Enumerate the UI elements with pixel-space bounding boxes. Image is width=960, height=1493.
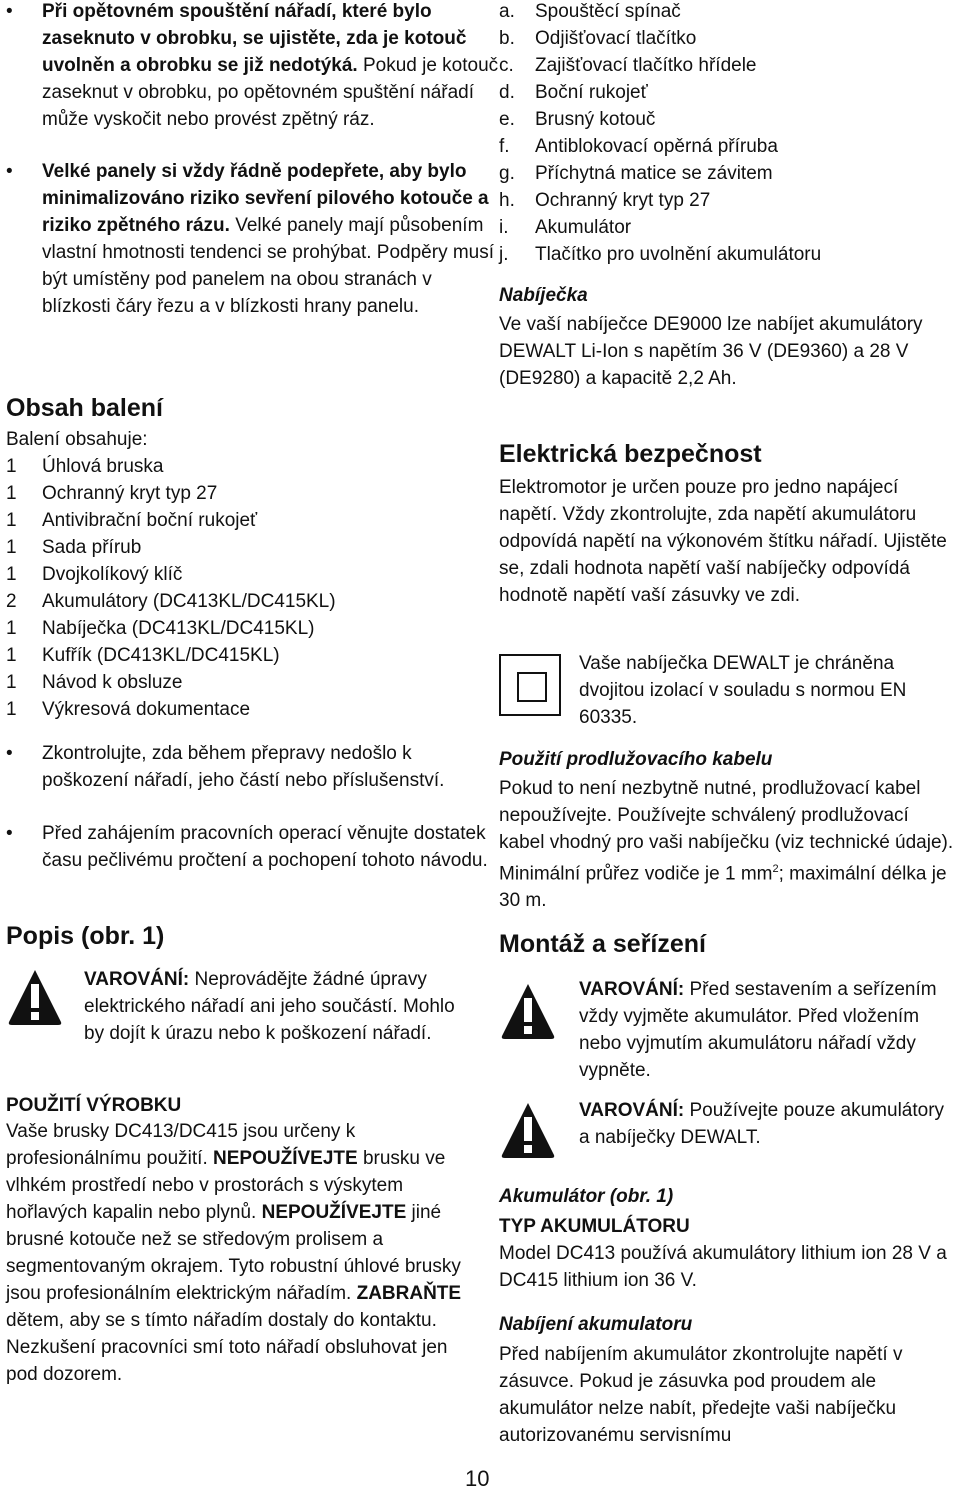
usage-heading: POUŽITÍ VÝROBKU [6,1095,182,1116]
charger-text: Ve vaší nabíječce DE9000 lze nabíjet akumulátory DEWALT Li-Ion s napětím 36 V (DE9360) a 28 V (DE9280) a kapacitě 2,2 Ah. [499,314,923,389]
warning-text-1: VAROVÁNÍ: Před sestavením a seřízením vždy vyjměte akumulátor. Před vložením nebo vyjmutím akumulátoru nářadí vždy vypněte. [579,979,937,1081]
contents-item [6,588,464,615]
parts-list-text: Příchytná matice se závitem [535,163,773,184]
usage-text-run: jiné brusné kotouče než se středovým prolisem a segmentovaným okrajem. Tyto robustní úhlové brusky jsou profesionálním elektrickým nářadím. [6,1202,461,1304]
parts-list-item [499,133,957,160]
contents-item-qty: 1 [6,537,17,558]
bullet-restart-bold: Při opětovném spouštění nářadí, které bylo zaseknuto v obrobku, se ujistěte, zda je kotouč uvolněn a obrobku se již nedotýká. [42,1,467,76]
parts-list-letter: f. [499,136,510,157]
nabijeni-heading: Nabíjení akumulatoru [499,1314,693,1335]
parts-list-item [499,241,957,268]
mont-heading: Montáž a seřízení [499,930,706,958]
double-insulation-text: Vaše nabíječka DEWALT je chráněna dvojitou izolací v souladu s normou EN 60335. [579,653,907,728]
contents-item-text: Výkresová dokumentace [42,699,251,720]
bullet-panels: • Velké panely si vždy řádně podepřete, aby bylo minimalizováno riziko sevření pilového kotouče a riziko zpětného rázu. Velké panely mají působením vlastní hmotnosti tendenci se prohýbat. Podpěry musí být umístěny pod panelem na obou stranách v blízkosti čáry řezu a v blízkosti hrany panelu. [6,161,495,317]
contents-item-qty: 1 [6,645,17,666]
usage-text-run: ZABRAŇTE [356,1283,462,1304]
parts-list-text: Brusný kotouč [535,109,656,130]
parts-list-item [499,214,957,241]
elec-text: Elektromotor je určen pouze pro jedno napájecí napětí. Vždy zkontrolujte, zda napětí akumulátoru odpovídá napětí na výkonovém štítku nářadí. Ujistěte se, zdali hodnota napětí vaší nabíječky odpovídá hodnotě napětí vaší zásuvky ve zdi. [499,477,947,606]
bullet-panels-bold: Velké panely si vždy řádně podepřete, aby bylo minimalizováno riziko sevření pilového kotouče a riziko zpětného rázu. [42,161,489,236]
contents-item-text: Akumulátory (DC413KL/DC415KL) [42,591,336,612]
bullet-panels-text: Velké panely mají působením vlastní hmotnosti tendenci se prohýbat. Podpěry musí být umístěny pod panelem na obou stranách v blízkosti čáry řezu a v blízkosti hrany panelu. [42,215,495,317]
parts-list-letter: e. [499,109,515,130]
contents-item-text: Úhlová bruska [42,456,164,477]
bullet-transport-text: Zkontrolujte, zda během přepravy nedošlo k poškození nářadí, jeho částí nebo příslušenství. [42,743,445,791]
warning-body: Neprovádějte žádné úpravy elektrického nářadí ani jeho součástí. Mohlo by dojít k úrazu nebo k poškození nářadí. [84,969,455,1044]
contents-item-qty: 1 [6,564,17,585]
contents-list [6,453,464,723]
double-insulation-block [499,650,957,730]
usage-text-run: Vaše brusky DC413/DC415 jsou určeny k profesionálnímu použití. [6,1121,356,1169]
parts-list [499,0,957,268]
parts-list-item [499,52,957,79]
warning-label: VAROVÁNÍ: [84,969,190,990]
bullet-read-manual: • Před zahájením pracovních operací věnujte dostatek času pečlivému pročtení a pochopení tohoto návodu. [6,823,488,871]
contents-item [6,642,464,669]
contents-item-text: Ochranný kryt typ 27 [42,483,218,504]
parts-list-text: Antiblokovací opěrná příruba [535,136,778,157]
warning-text [84,966,464,1047]
warning-triangle-icon [499,1099,557,1161]
parts-list-text: Ochranný kryt typ 27 [535,190,711,211]
contents-item [6,696,464,723]
parts-list-item [499,106,957,133]
parts-list-text: Odjišťovací tlačítko [535,28,697,49]
bullet-read-manual-text: Před zahájením pracovních operací věnujte dostatek času pečlivému pročtení a pochopení tohoto návodu. [42,823,488,871]
charger-heading: Nabíječka [499,285,588,306]
contents-item-qty: 1 [6,456,17,477]
parts-list-letter: d. [499,82,515,103]
double-insulation-icon [499,654,561,716]
parts-list-letter: h. [499,190,515,211]
parts-list-text: Akumulátor [535,217,632,238]
parts-list-text: Boční rukojeť [535,82,648,103]
parts-list-letter: g. [499,163,515,184]
usage-text-run: NEPOUŽÍVEJTE [261,1202,407,1223]
contents-item [6,615,464,642]
usage-text-run: NEPOUŽÍVEJTE [213,1148,358,1169]
contents-item [6,453,464,480]
bullet-restart-text: Pokud je kotouč zaseknut v obrobku, po opětovném spuštění nářadí může vyskočit nebo provést zpětný ráz. [42,55,499,130]
akum-heading: Akumulátor (obr. 1) [499,1186,674,1207]
warning-block-2 [499,1097,957,1167]
contents-item-text: Návod k obsluze [42,672,183,693]
parts-list-item [499,160,957,187]
warning-block [6,966,464,1076]
contents-item-qty: 1 [6,483,17,504]
contents-item-text: Dvojkolíkový klíč [42,564,183,585]
parts-list-letter: c. [499,55,514,76]
parts-list-item [499,79,957,106]
warning-triangle-icon [6,966,64,1028]
contents-item [6,669,464,696]
elec-heading: Elektrická bezpečnost [499,440,762,468]
popis-heading: Popis (obr. 1) [6,922,165,950]
contents-item-text: Nabíječka (DC413KL/DC415KL) [42,618,315,639]
contents-item-text: Antivibrační boční rukojeť [42,510,258,531]
parts-list-text: Zajišťovací tlačítko hřídele [535,55,757,76]
contents-item-qty: 2 [6,591,17,612]
parts-list-letter: j. [499,244,509,265]
contents-item-qty: 1 [6,618,17,639]
contents-item-qty: 1 [6,510,17,531]
contents-item [6,480,464,507]
parts-list-item [499,0,957,25]
parts-list-letter: i. [499,217,509,238]
bullet-restart: • Při opětovném spouštění nářadí, které bylo zaseknuto v obrobku, se ujistěte, zda je kotouč uvolněn a obrobku se již nedotýká. Pokud je kotouč zaseknut v obrobku, po opětovném spuštění nářadí může vyskočit nebo provést zpětný ráz. [6,1,499,130]
contents-item [6,534,464,561]
warning-text-2: VAROVÁNÍ: Používejte pouze akumulátory a nabíječky DEWALT. [579,1100,945,1148]
parts-list-text: Tlačítko pro uvolnění akumulátoru [535,244,822,265]
contents-item-text: Sada přírub [42,537,142,558]
parts-list-letter: b. [499,28,515,49]
usage-text-run: dětem, aby se s tímto nářadím dostaly do kontaktu. Nezkušení pracovníci smí toto nářadí obsluhovat jen pod dozorem. [6,1310,448,1385]
contents-intro: Balení obsahuje: [6,429,148,450]
contents-item-text: Kufřík (DC413KL/DC415KL) [42,645,280,666]
warning-triangle-icon [499,980,557,1042]
contents-item [6,507,464,534]
ext-text: Pokud to není nezbytně nutné, prodlužovací kabel nepoužívejte. Používejte schválený prodlužovací kabel vhodný pro vaši nabíječku (viz technické údaje). Minimální průřez vodiče je 1 $mm^2$; maximální délka je 30 m. [499,778,954,912]
contents-item-qty: 1 [6,699,17,720]
akum-type-heading: TYP AKUMULÁTORU [499,1216,690,1237]
nabijeni-text: Před nabíjením akumulátor zkontrolujte napětí v zásuvce. Pokud je zásuvka pod proudem ale akumulátor nelze nabít, předejte vaši nabíječku autorizovanému servisnímu [499,1344,903,1446]
page-number: 10 [465,1466,490,1491]
contents-item-qty: 1 [6,672,17,693]
parts-list-letter: a. [499,1,515,22]
contents-item [6,561,464,588]
parts-list-item [499,187,957,214]
contents-heading: Obsah balení [6,394,163,422]
bullet-transport: • Zkontrolujte, zda během přepravy nedošlo k poškození nářadí, jeho částí nebo příslušenství. [6,743,445,791]
ext-heading: Použití prodlužovacího kabelu [499,749,773,770]
warning-block-1 [499,976,957,1086]
parts-list-item [499,25,957,52]
parts-list-text: Spouštěcí spínač [535,1,681,22]
usage-text [6,1118,464,1388]
usage-text-run: brusku ve vlhkém prostředí nebo v prostorách s výskytem hořlavých kapalin nebo plynů. [6,1148,446,1223]
akum-type-text: Model DC413 používá akumulátory lithium ion 28 V a DC415 lithium ion 36 V. [499,1243,947,1291]
